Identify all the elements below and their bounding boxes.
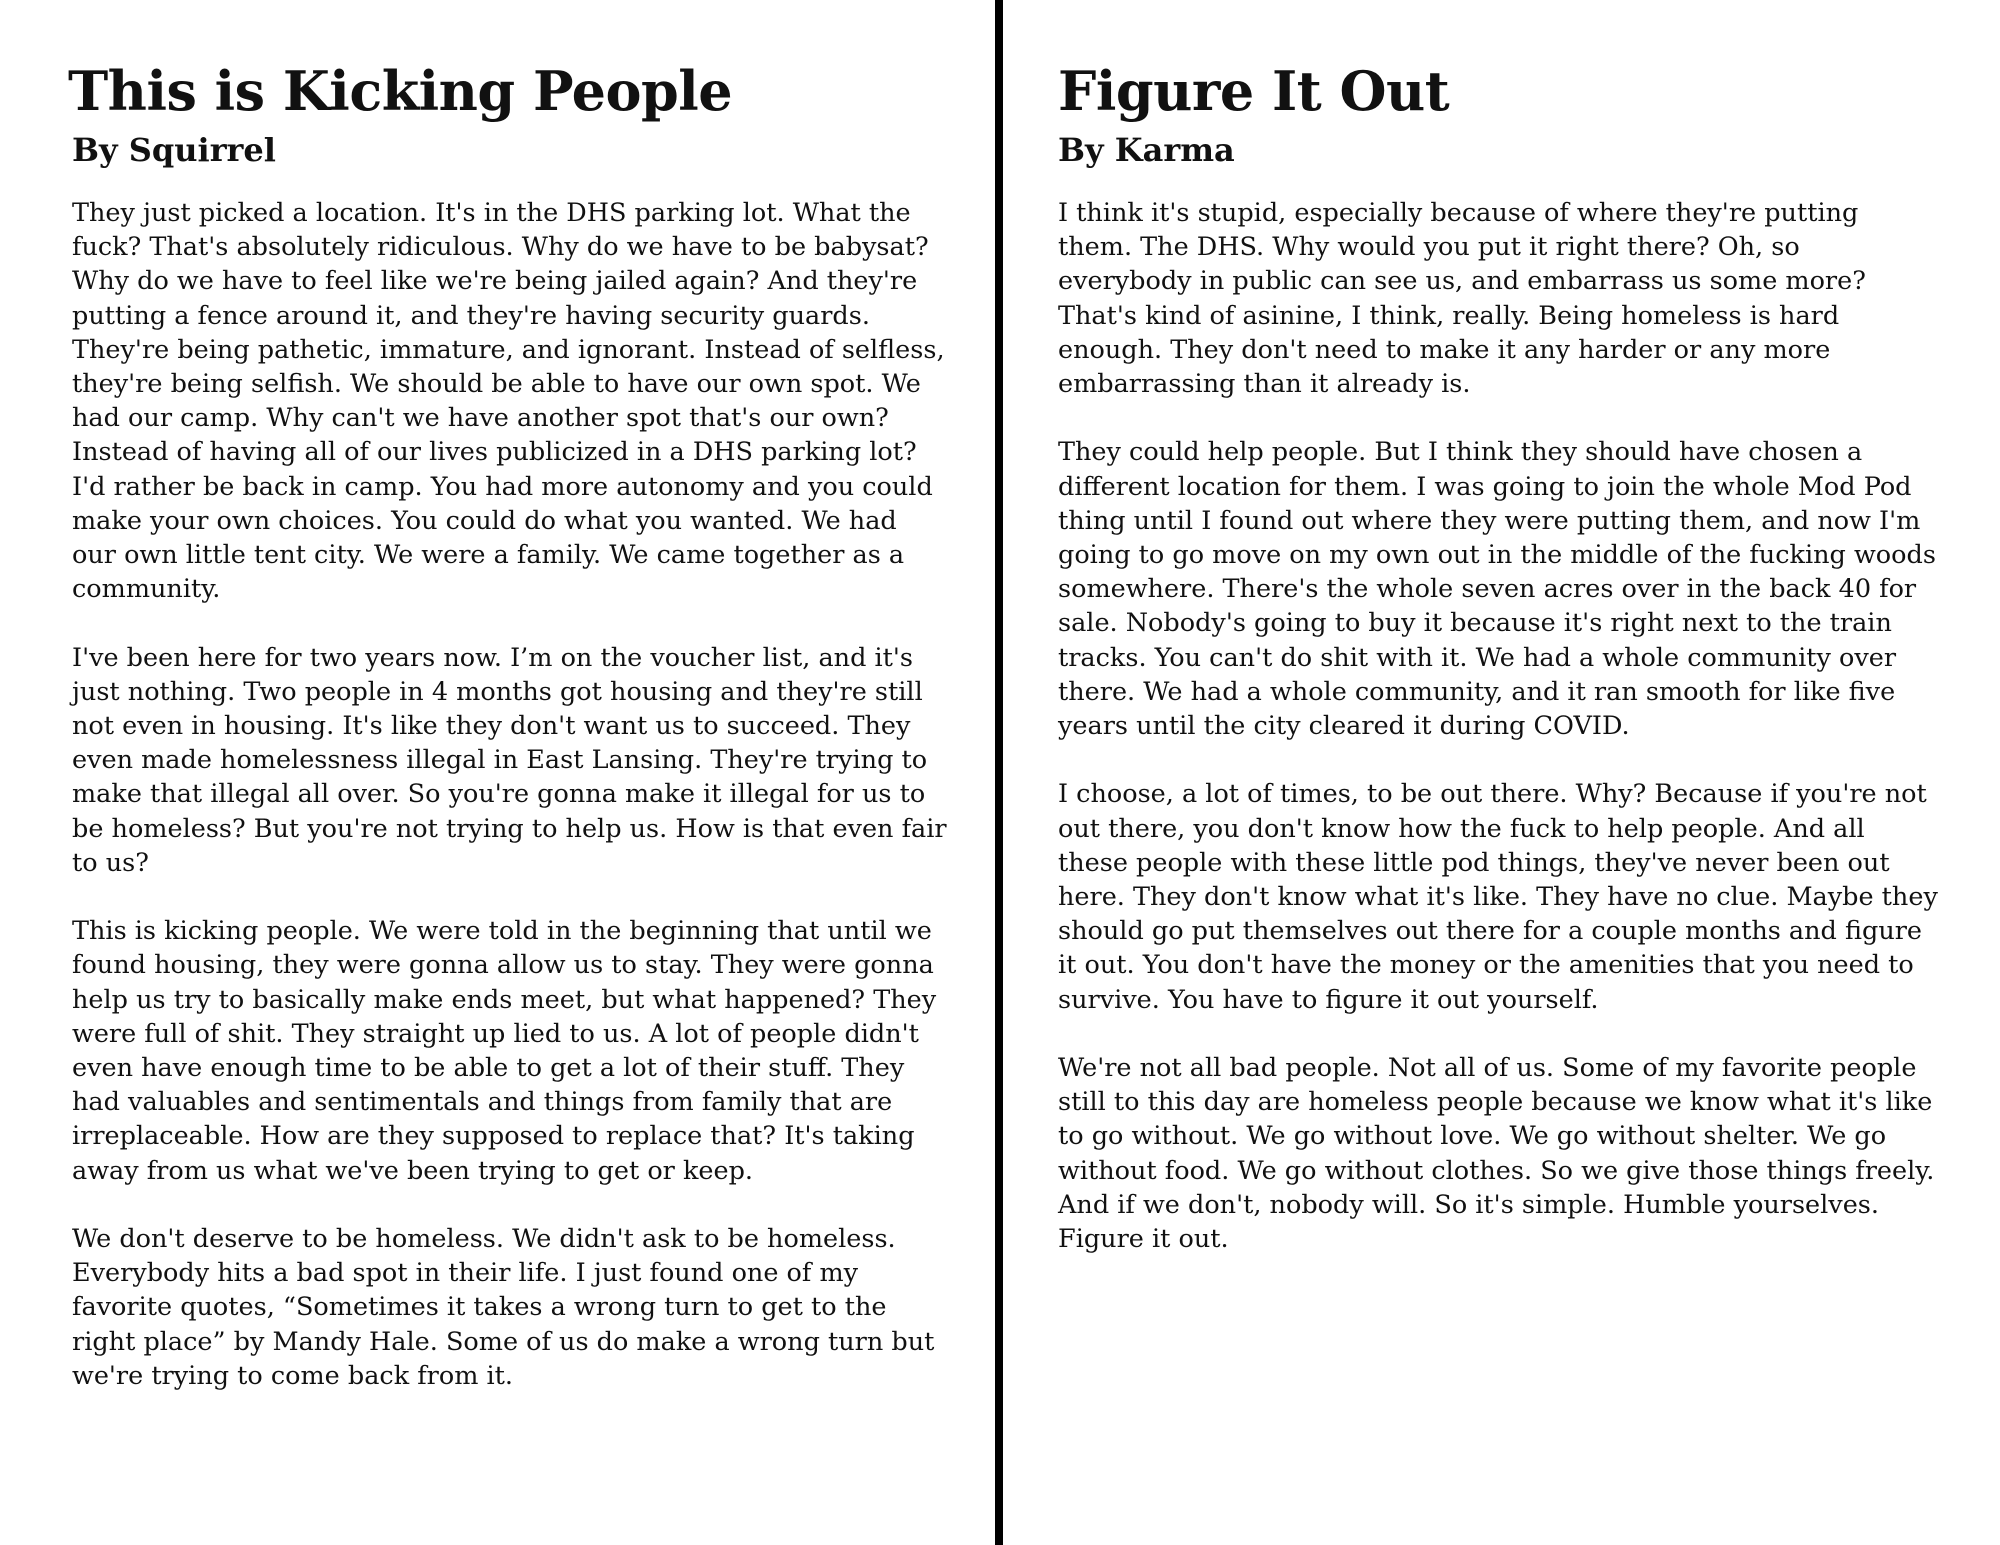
right-article-paragraph: I think it's stupid, especially because of where they're putting them. The DHS. Why would you put it right there? Oh, so everybody in public can see us, and embarrass us some more? That's kind of asinine, I think, really. Being homeless is hard enough. They don't need to make it any harder or any more embarrassing than it already is. [1058,198,1866,400]
left-article [68,58,948,1427]
right-article [1058,58,1938,1290]
right-article-paragraph: We're not all bad people. Not all of us. Some of my favorite people still to this day are homeless people because we know what it's like to go without. We go without love. We go without shelter. We go without food. We go without clothes. So we give those things freely. And if we don't, nobody will. So it's simple. Humble yourselves. Figure it out. [1058,1053,1935,1255]
right-article-title: Figure It Out [1058,59,1450,123]
column-divider [995,0,1003,1545]
left-article-paragraph: We don't deserve to be homeless. We didn't ask to be homeless. Everybody hits a bad spot in their life. I just found one of my favorite quotes, “Sometimes it takes a wrong turn to get to the right place” by Mandy Hale. Some of us do make a wrong turn but we're trying to come back from it. [72,1224,935,1391]
left-article-paragraph: This is kicking people. We were told in the beginning that until we found housing, they were gonna allow us to stay. They were gonna help us try to basically make ends meet, but what happened? They were full of shit. They straight up lied to us. A lot of people didn't even have enough time to be able to get a lot of their stuff. They had valuables and sentimentals and things from family that are irreplaceable. How are they supposed to replace that? It's taking away from us what we've been trying to get or keep. [72,916,937,1186]
left-article-byline: By Squirrel [72,131,276,169]
left-article-paragraph: They just picked a location. It's in the DHS parking lot. What the fuck? That's absolutely ridiculous. Why do we have to be babysat? Why do we have to feel like we're being jailed again? And they're putting a fence around it, and they're having security guards. They're being pathetic, immature, and ignorant. Instead of selfless, they're being selfish. We should be able to have our own spot. We had our camp. Why can't we have another spot that's our own? Instead of having all of our lives publicized in a DHS parking lot? I'd rather be back in camp. You had more autonomy and you could make your own choices. You could do what you wanted. We had our own little tent city. We were a family. We came together as a community. [72,198,945,605]
right-article-paragraph: They could help people. But I think they should have chosen a different location for them. I was going to join the whole Mod Pod thing until I found out where they were putting them, and now I'm going to go move on my own out in the middle of the fucking woods somewhere. There's the whole seven acres over in the back 40 for sale. Nobody's going to buy it because it's right next to the train tracks. You can't do shit with it. We had a whole community over there. We had a whole community, and it ran smooth for like five years until the city cleared it during COVID. [1058,437,1936,742]
left-article-title: This is Kicking People [68,59,733,123]
right-article-paragraph: I choose, a lot of times, to be out there. Why? Because if you're not out there, you don't know how the fuck to help people. And all these people with these little pod things, they've never been out here. They don't know what it's like. They have no clue. Maybe they should go put themselves out there for a couple months and figure it out. You don't have the money or the amenities that you need to survive. You have to figure it out yourself. [1058,779,1938,1015]
right-article-byline: By Karma [1058,131,1235,169]
left-article-paragraph: I've been here for two years now. I’m on the voucher list, and it's just nothing. Two people in 4 months got housing and they're still not even in housing. It's like they don't want us to succeed. They even made homelessness illegal in East Lansing. They're trying to make that illegal all over. So you're gonna make it illegal for us to be homeless? But you're not trying to help us. How is that even fair to us? [72,642,947,878]
